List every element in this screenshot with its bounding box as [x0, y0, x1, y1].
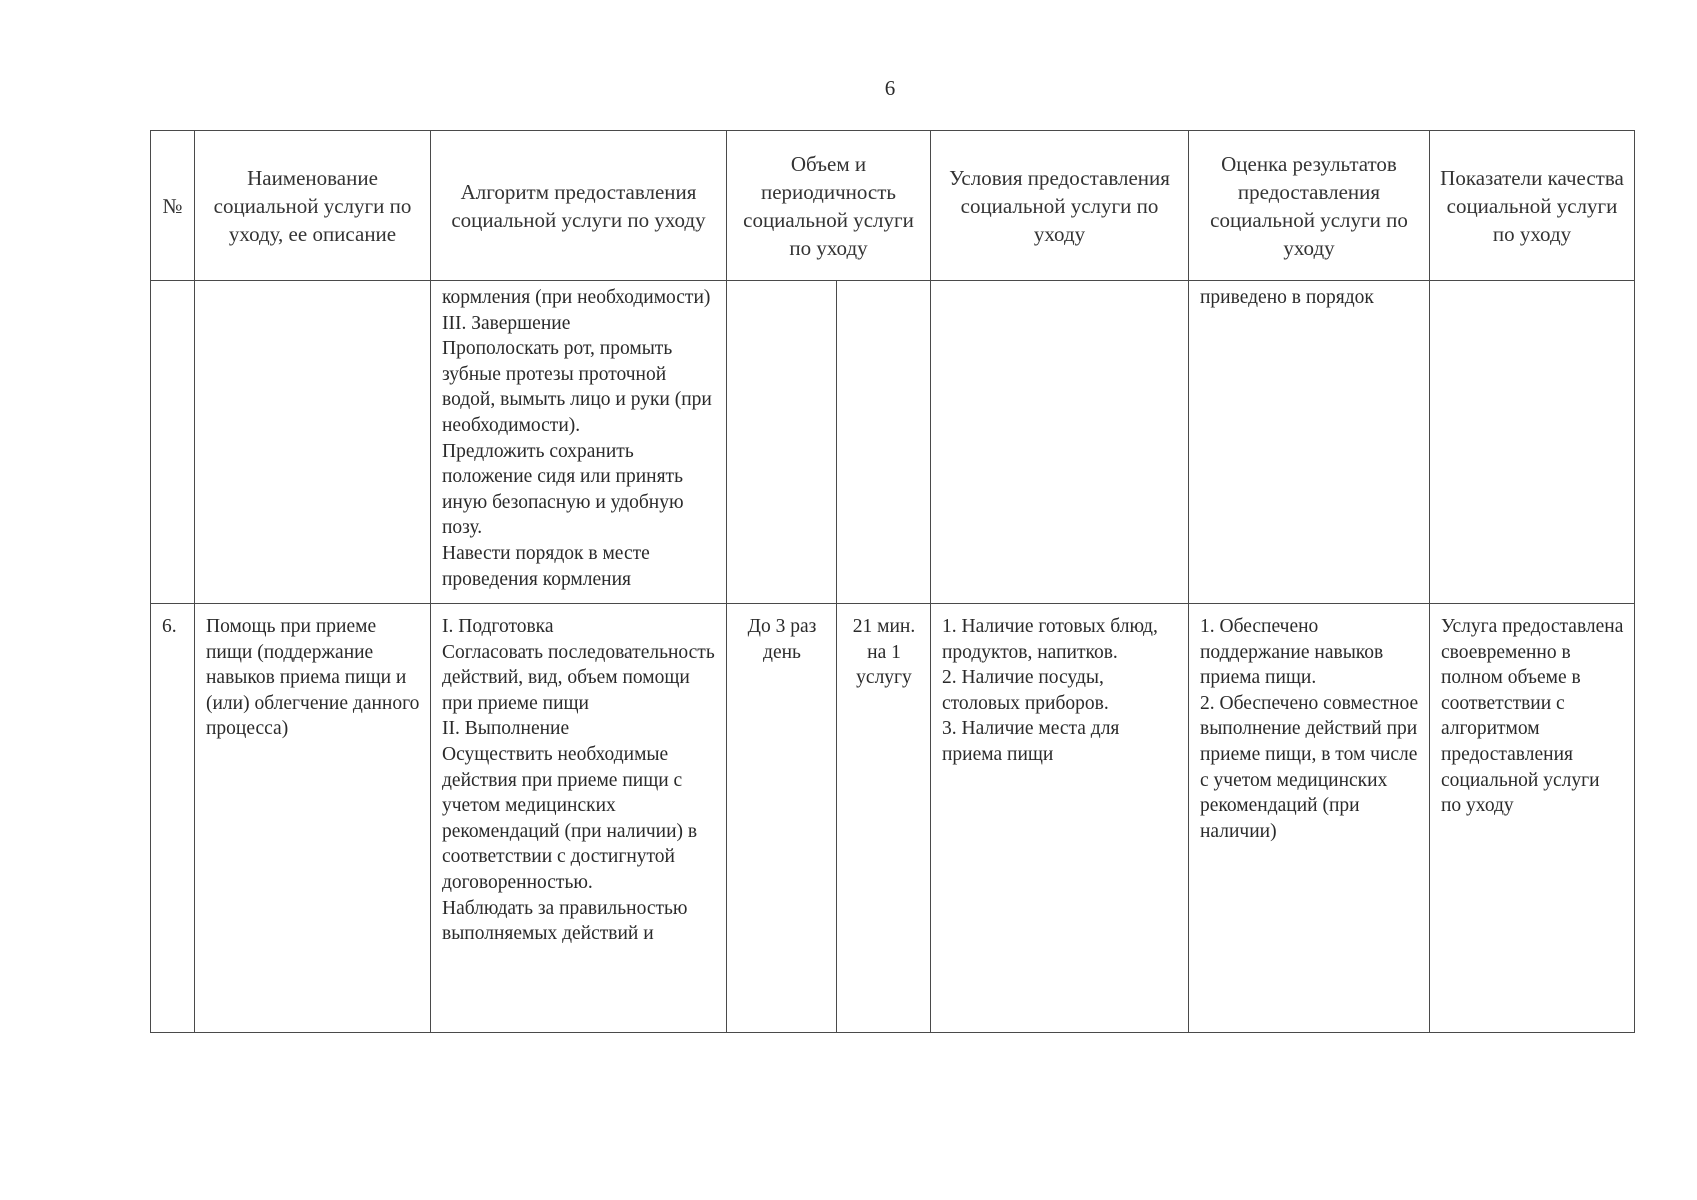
table-row [151, 281, 1635, 604]
header-evaluation: Оценка результатов предоставления социальной услуги по уходу [1189, 131, 1430, 281]
algorithm-line: Предложить сохранить положение сидя или принять иную безопасную и удобную позу. [442, 440, 684, 539]
header-conditions: Условия предоставления социальной услуги по уходу [931, 131, 1189, 281]
algorithm-line: кормления (при необходимости) [442, 287, 711, 308]
cell-algorithm [431, 604, 727, 1033]
cell-num: 6. [151, 604, 195, 1033]
condition-line: 1. Наличие готовых блюд, продуктов, напитков. [942, 616, 1158, 663]
algorithm-line: III. Завершение [442, 312, 571, 334]
cell-name: Помощь при приеме пищи (поддержание навыков приема пищи и (или) облегчение данного процесса) [195, 604, 431, 1033]
header-volume: Объем и периодичность социальной услуги по уходу [727, 131, 931, 281]
cell-volume [727, 281, 837, 604]
cell-quality: Услуга предоставлена своевременно в полном объеме в соответствии с алгоритмом предоставления социальной услуги по уходу [1430, 604, 1635, 1033]
cell-evaluation: приведено в порядок [1189, 281, 1430, 604]
table-row [151, 604, 1635, 1033]
cell-algorithm [431, 281, 727, 604]
cell-periodicity [837, 281, 931, 604]
services-table [150, 130, 1635, 1033]
cell-quality [1430, 281, 1635, 604]
cell-name [195, 281, 431, 604]
algorithm-line: Прополоскать рот, промыть зубные протезы проточной водой, вымыть лицо и руки (при необходимости). [442, 338, 712, 436]
algorithm-line: Навести порядок в месте проведения кормления [442, 542, 650, 590]
cell-evaluation [1189, 604, 1430, 1033]
algorithm-line: Осуществить необходимые действия при приеме пищи с учетом медицинских рекомендаций (при наличии) в соответствии с достигнутой договоренностью. [442, 743, 698, 893]
cell-conditions [931, 604, 1189, 1033]
header-algorithm: Алгоритм предоставления социальной услуги по уходу [431, 131, 727, 281]
algorithm-line: Наблюдать за правильностью выполняемых действий и [442, 897, 688, 945]
cell-volume: До 3 раз день [727, 604, 837, 1033]
header-name: Наименование социальной услуги по уходу, ее описание [195, 131, 431, 281]
page-number: 6 [884, 76, 896, 100]
algorithm-line: II. Выполнение [442, 718, 570, 740]
cell-periodicity: 21 мин. на 1 услугу [837, 604, 931, 1033]
table-header-row [151, 131, 1635, 281]
condition-line: 3. Наличие места для приема пищи [942, 718, 1120, 765]
algorithm-line: Согласовать последовательность действий, вид, объем помощи при приеме пищи [442, 641, 715, 714]
header-num: № [151, 131, 195, 281]
cell-conditions [931, 281, 1189, 604]
evaluation-line: 1. Обеспечено поддержание навыков приема пищи. [1200, 616, 1384, 689]
algorithm-line: I. Подготовка [442, 616, 554, 637]
evaluation-line: 2. Обеспечено совместное выполнение действий при приеме пищи, в том числе с учетом медицинских рекомендаций (при наличии) [1200, 692, 1419, 842]
header-quality: Показатели качества социальной услуги по уходу [1430, 131, 1635, 281]
condition-line: 2. Наличие посуды, столовых приборов. [942, 667, 1109, 714]
cell-num [151, 281, 195, 604]
